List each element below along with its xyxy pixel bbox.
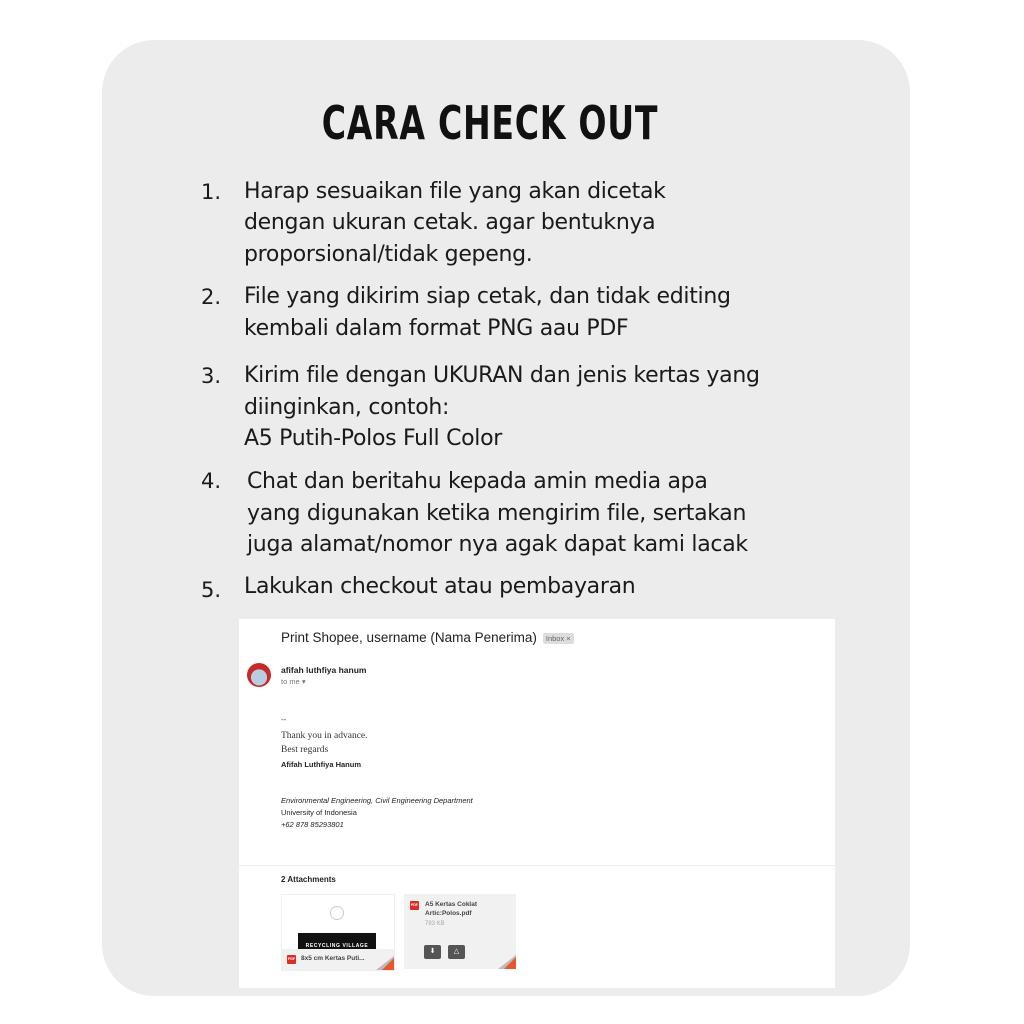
step-number: 4. [201, 469, 222, 493]
signature-phone: +62 878 85293801 [281, 820, 344, 829]
attachment-name: A5 Kertas Coklat [425, 901, 478, 908]
email-screenshot [239, 619, 835, 988]
step-text-line: File yang dikirim siap cetak, dan tidak editing [244, 284, 731, 309]
attachment-name: Artic:Polos.pdf [425, 910, 472, 917]
step-number: 1. [201, 180, 222, 204]
sender-avatar [247, 663, 271, 687]
step-text-line: diinginkan, contoh: [244, 395, 450, 420]
step-text-line: yang digunakan ketika mengirim file, sertakan [247, 501, 747, 526]
email-subject-text: Print Shopee, username (Nama Penerima) [281, 630, 537, 645]
pdf-icon: PDF [287, 955, 296, 964]
email-subject [281, 630, 574, 645]
sender-name: afifah luthfiya hanum [281, 665, 367, 675]
step-number: 3. [201, 364, 222, 388]
loading-spinner-icon [330, 906, 344, 920]
body-line: Best regards [281, 745, 329, 755]
attachment-card[interactable] [281, 894, 395, 971]
body-line: Thank you in advance. [281, 731, 368, 741]
attachment-preview: RECYCLING VILLAGE [298, 933, 376, 951]
step-text-line: dengan ukuran cetak. agar bentuknya [244, 210, 656, 235]
save-to-drive-icon[interactable]: △ [448, 945, 465, 959]
attachment-size: 783 KB [425, 921, 445, 927]
page-corner-accent [504, 957, 516, 969]
page-corner-accent [382, 958, 394, 970]
signature-university: University of Indonesia [281, 808, 357, 817]
pdf-icon: PDF [410, 901, 419, 910]
step-text-line: juga alamat/nomor nya agak dapat kami lacak [247, 532, 748, 557]
signature-separator: -- [281, 715, 287, 724]
attachment-card[interactable] [404, 894, 516, 969]
attachments-title: 2 Attachments [281, 875, 336, 884]
step-number: 5. [201, 578, 222, 602]
inbox-badge[interactable]: Inbox × [543, 633, 574, 644]
step-text-line: Lakukan checkout atau pembayaran [244, 574, 636, 599]
step-text-line: Kirim file dengan UKURAN dan jenis kertas yang [244, 363, 760, 388]
signature-department: Environmental Engineering, Civil Engineering Department [281, 796, 473, 805]
step-text-line: proporsional/tidak gepeng. [244, 242, 533, 267]
step-text-line: Harap sesuaikan file yang akan dicetak [244, 179, 666, 204]
step-number: 2. [201, 285, 222, 309]
attachment-footer [282, 949, 394, 970]
divider [239, 865, 835, 866]
step-text-line: Chat dan beritahu kepada amin media apa [247, 469, 708, 494]
signature-name: Afifah Luthfiya Hanum [281, 760, 361, 769]
attachment-name: 8x5 cm Kertas Puti... [301, 955, 365, 962]
step-text-line: kembali dalam format PNG aau PDF [244, 316, 629, 341]
recipient-dropdown[interactable]: to me ▾ [281, 677, 306, 686]
download-icon[interactable]: ⬇ [424, 945, 441, 959]
page-title: CARA CHECK OUT [321, 96, 659, 150]
step-text-line: A5 Putih-Polos Full Color [244, 426, 503, 451]
